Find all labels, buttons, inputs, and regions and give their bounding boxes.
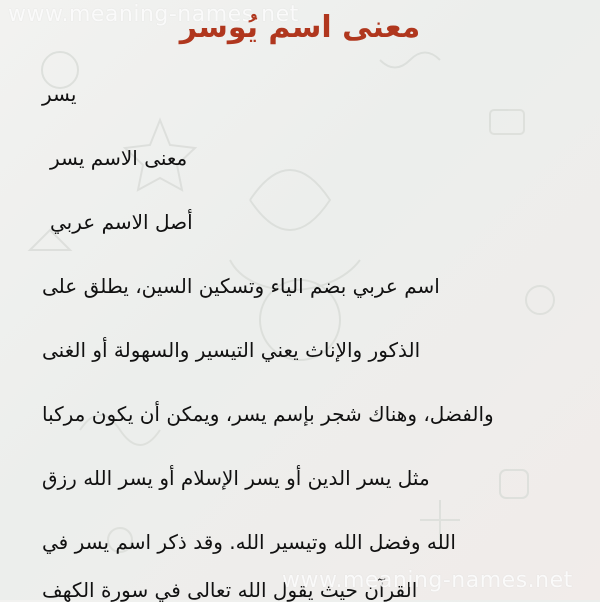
text-line: اسم عربي بضم الياء وتسكين السين، يطلق على <box>42 274 440 298</box>
text-line: الذكور والإناث يعني التيسير والسهولة أو الغنى <box>42 338 421 362</box>
text-line: الله وفضل الله وتيسير الله. وقد ذكر اسم يسر في <box>42 530 456 554</box>
page-title: معنى اسم يُوسر <box>179 10 421 45</box>
text-line: يسر <box>42 82 77 106</box>
text-line: مثل يسر الدين أو يسر الإسلام أو يسر الله رزق <box>42 466 430 490</box>
watermark-top: www.meaning-names.net <box>8 2 299 27</box>
text-line: معنى الاسم يسر <box>50 146 188 170</box>
text-line: أصل الاسم عربي <box>50 210 193 234</box>
text-line: القرآن حيث يقول الله تعالى في سورة الكهف <box>42 578 418 602</box>
text-line: والفضل، وهناك شجر بإسم يسر، ويمكن أن يكون مركبا <box>42 402 494 426</box>
watermark-bottom: www.meaning-names.net <box>282 568 573 593</box>
